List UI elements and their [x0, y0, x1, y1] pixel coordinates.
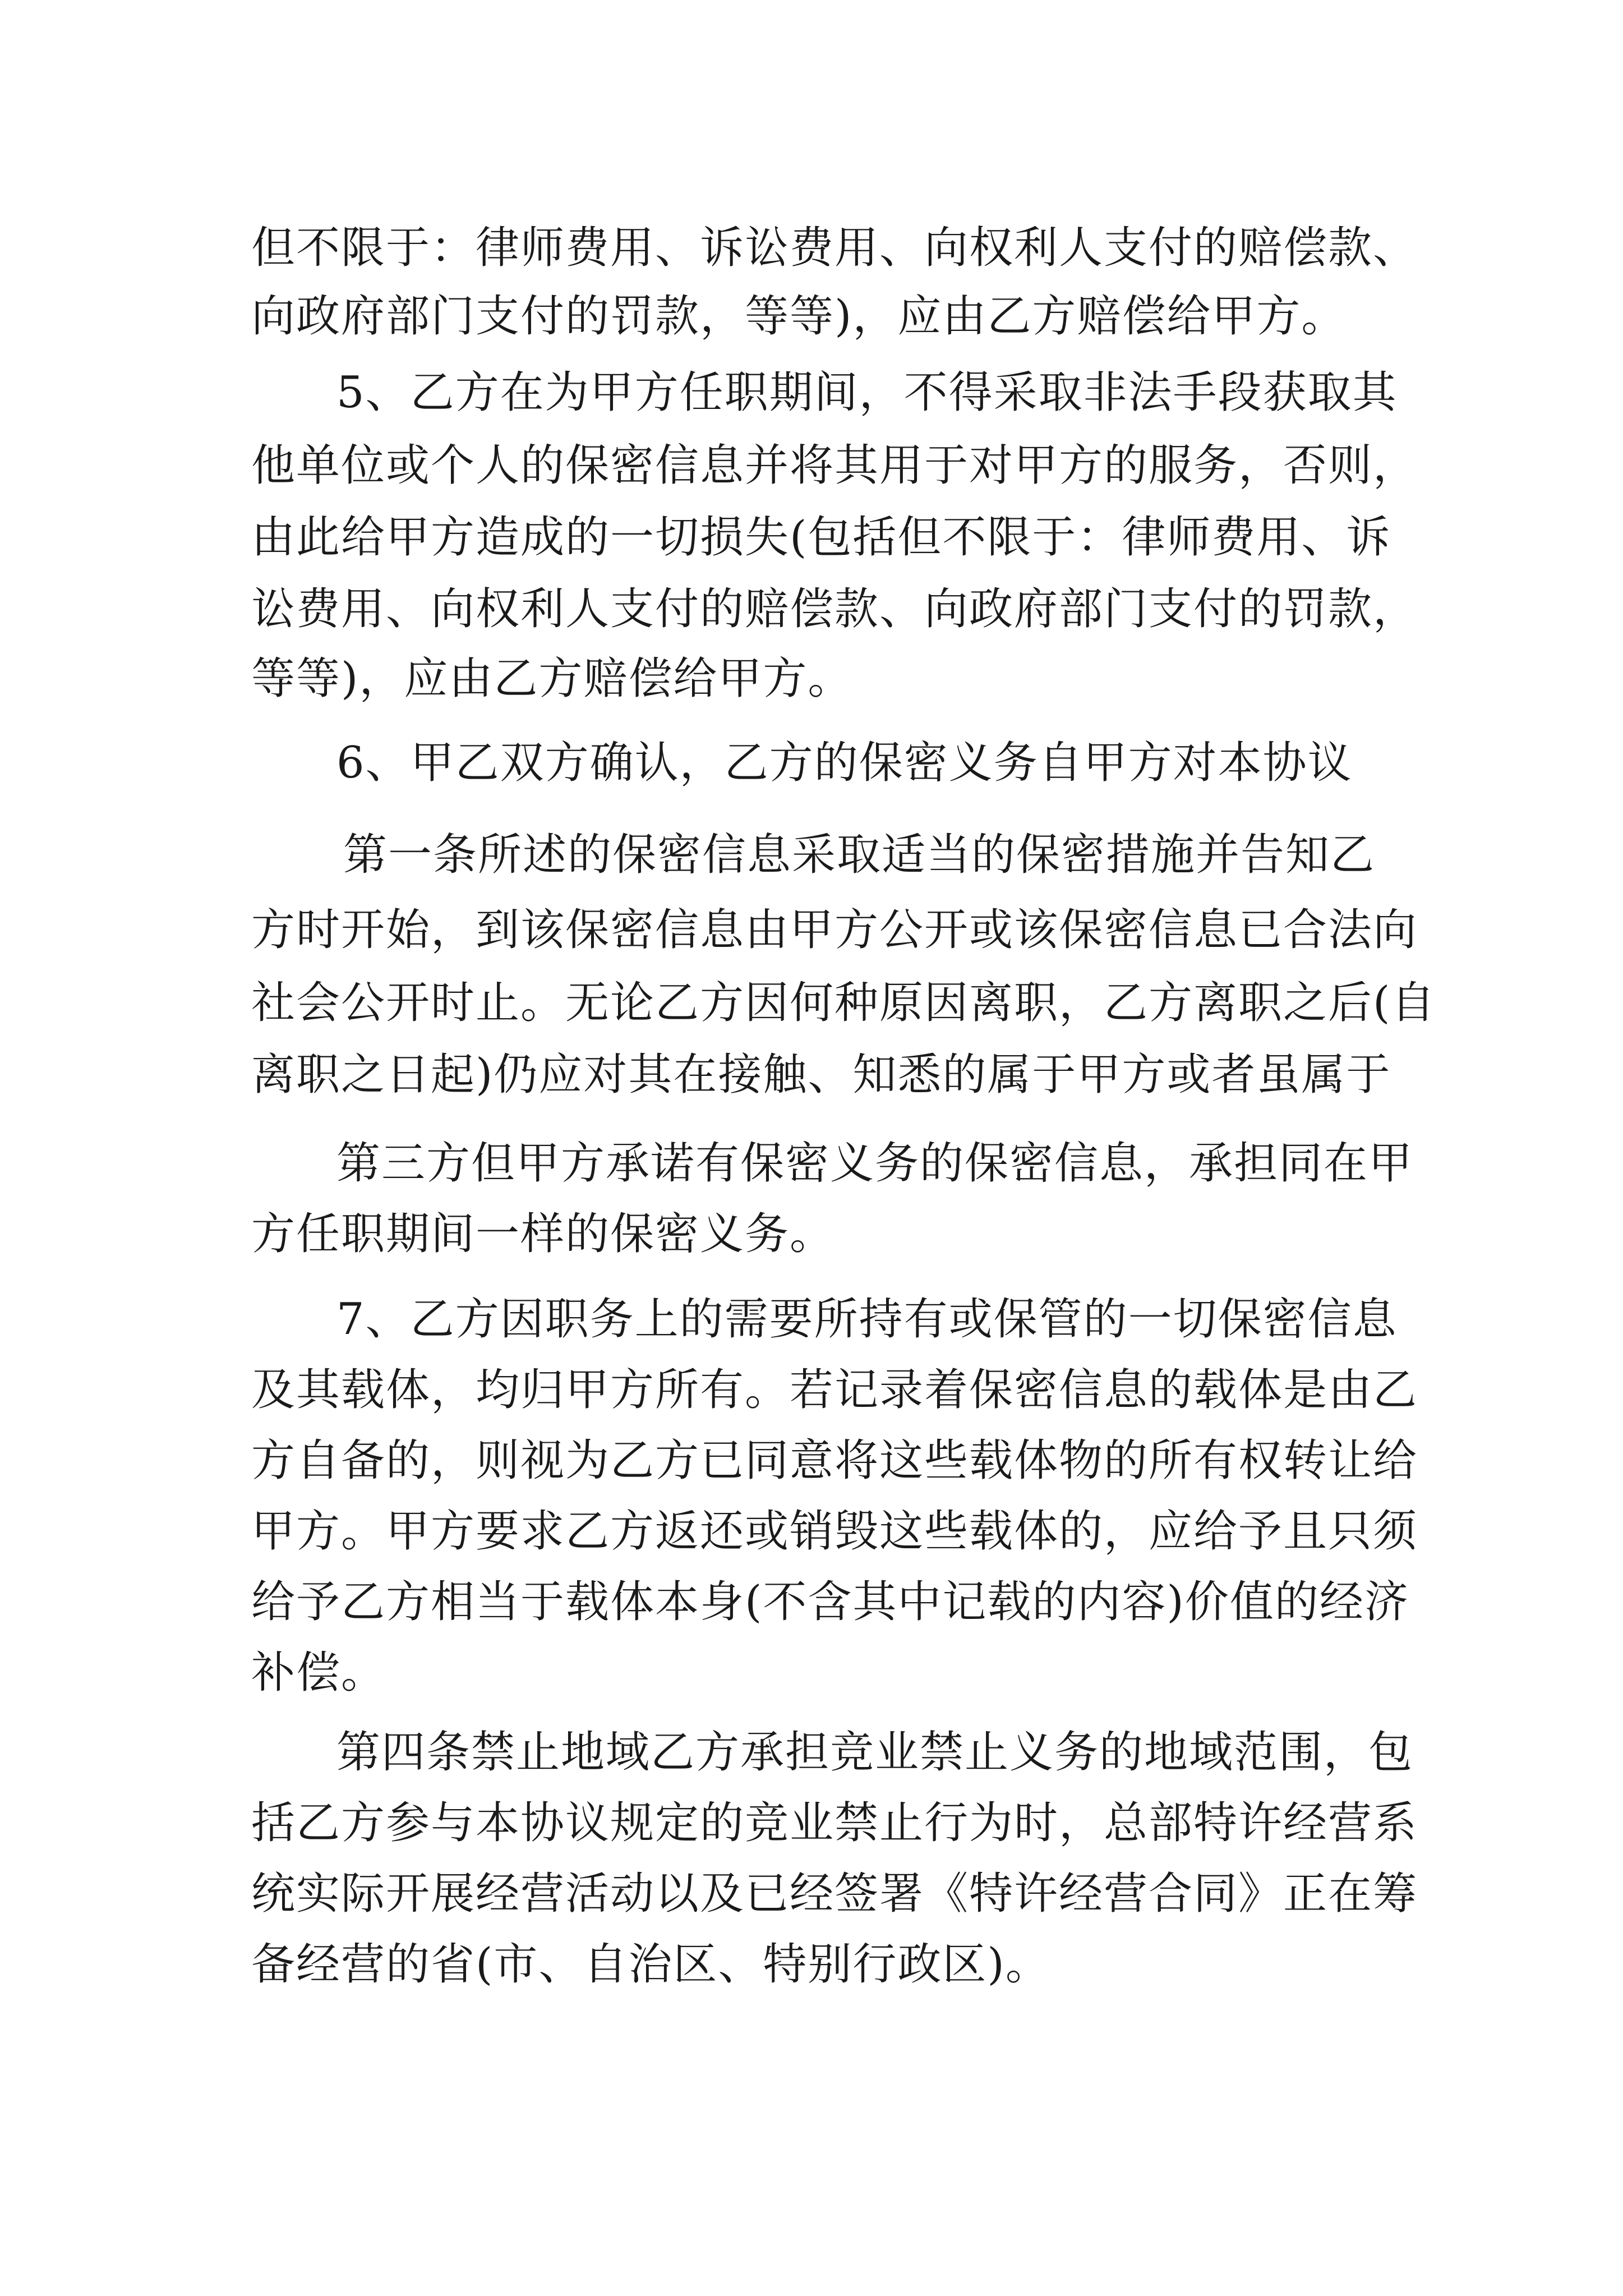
text-line: 他单位或个人的保密信息并将其用于对甲方的服务，否则， [251, 440, 1418, 491]
text-line: 甲方。甲方要求乙方返还或销毁这些载体的，应给予且只须 [251, 1506, 1418, 1557]
text-line: 方自备的，则视为乙方已同意将这些载体物的所有权转让给 [251, 1435, 1418, 1486]
text-line: 向政府部门支付的罚款，等等)，应由乙方赔偿给甲方。 [251, 291, 1347, 342]
text-line: 补偿。 [251, 1648, 386, 1698]
text-line: 离职之日起)仍应对其在接触、知悉的属于甲方或者虽属于 [251, 1050, 1391, 1100]
text-line: 括乙方参与本协议规定的竞业禁止行为时，总部特许经营系 [251, 1798, 1418, 1848]
text-line: 等等)，应由乙方赔偿给甲方。 [251, 654, 853, 704]
text-line: 及其载体，均归甲方所有。若记录着保密信息的载体是由乙 [251, 1365, 1418, 1415]
text-line: 方任职期间一样的保密义务。 [251, 1209, 835, 1259]
text-line: 统实际开展经营活动以及已经签署《特许经营合同》正在筹 [251, 1869, 1418, 1919]
paragraph-5-start: 5、乙方在为甲方任职期间，不得采取非法手段获取其 [336, 367, 1398, 418]
article-4-start: 第四条禁止地域乙方承担竞业禁止义务的地域范围，包 [336, 1727, 1414, 1778]
text-line: 由此给甲方造成的一切损失(包括但不限于：律师费用、诉 [251, 512, 1391, 563]
text-line: 方时开始，到该保密信息由甲方公开或该保密信息已合法向 [251, 905, 1418, 955]
paragraph-7-start: 7、乙方因职务上的需要所持有或保管的一切保密信息 [336, 1294, 1398, 1345]
text-line: 但不限于：律师费用、诉讼费用、向权利人支付的赔偿款、 [251, 223, 1418, 273]
paragraph-6-start: 6、甲乙双方确认，乙方的保密义务自甲方对本协议 [336, 738, 1353, 788]
text-line: 第三方但甲方承诺有保密义务的保密信息，承担同在甲 [336, 1138, 1414, 1189]
text-line: 备经营的省(市、自治区、特别行政区)。 [251, 1939, 1050, 1990]
text-line: 第一条所述的保密信息采取适当的保密措施并告知乙 [343, 830, 1376, 880]
text-line: 给予乙方相当于载体本身(不含其中记载的内容)价值的经济 [251, 1577, 1409, 1627]
text-line: 讼费用、向权利人支付的赔偿款、向政府部门支付的罚款， [251, 584, 1418, 634]
text-line: 社会公开时止。无论乙方因何种原因离职，乙方离职之后(自 [251, 978, 1436, 1028]
